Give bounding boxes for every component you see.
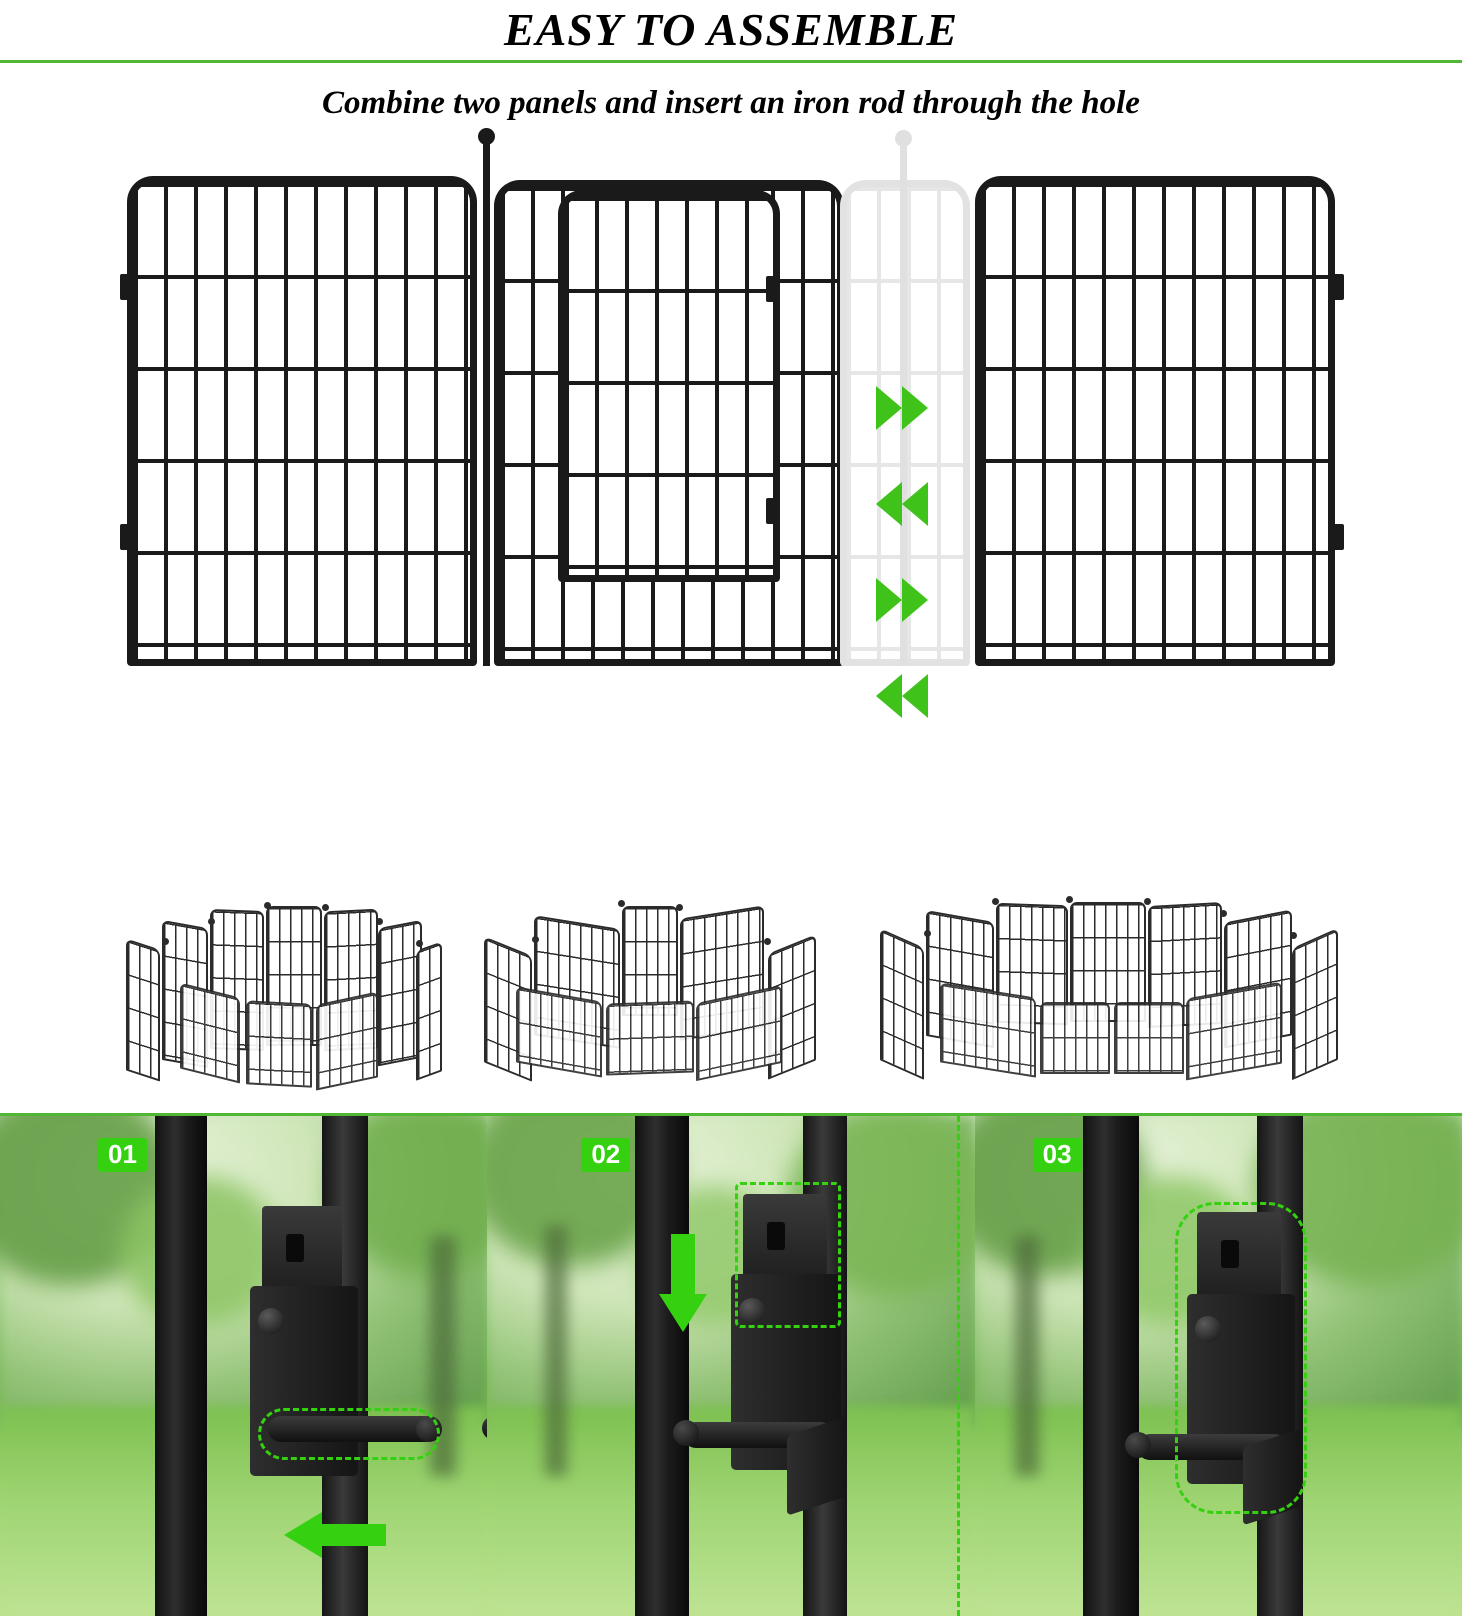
hinge-right-top [1330,274,1344,300]
iron-rod-ghost-head [895,130,912,147]
arrow-left-icon [284,1512,322,1558]
chevron-left-icon [876,674,946,718]
photo-step-03 [975,1116,1462,1616]
latch-slot [286,1234,304,1262]
fence-panel-left [127,176,477,666]
fence-panel-right [975,176,1335,666]
gate-hinge-bottom [766,498,780,524]
latch-knob [258,1308,284,1334]
arrow-shaft [671,1234,695,1296]
arrow-shaft [320,1524,386,1546]
hinge-left-bottom [120,524,134,550]
step-badge-01: 01 [98,1138,147,1172]
config-wide-rectangle [880,898,1340,1098]
photo-divider [957,1116,960,1616]
arrow-down-icon [659,1294,707,1332]
direction-chevrons [876,386,946,770]
page-title: EASY TO ASSEMBLE [503,4,958,55]
fence-post-left [635,1116,689,1616]
chevron-right-icon [876,578,946,622]
iron-rod-left [483,138,490,666]
config-rectangle [480,898,820,1098]
header-divider [0,60,1462,63]
configuration-thumbnails [0,898,1462,1113]
page-subtitle: Combine two panels and insert an iron rod through the hole [322,85,1140,121]
hinge-left-top [120,274,134,300]
latch-step-photos [0,1116,1462,1616]
latch-handle-cap [1125,1432,1151,1458]
gate-door[interactable] [558,190,780,582]
hinge-right-bottom [1330,524,1344,550]
locked-highlight [1175,1202,1307,1514]
fence-post-left [155,1116,207,1616]
panel-assembly-diagram [0,128,1462,898]
photo-step-01 [0,1116,487,1616]
gate-hinge-top [766,276,780,302]
chevron-left-icon [876,482,946,526]
handle-highlight [258,1408,440,1460]
config-octagon [120,898,440,1098]
plate-highlight [735,1182,841,1328]
iron-rod-left-head [478,128,495,145]
photo-step-02 [487,1116,974,1616]
step-badge-02: 02 [581,1138,630,1172]
chevron-right-icon [876,386,946,430]
step-badge-03: 03 [1033,1138,1082,1172]
fence-post-left [1083,1116,1139,1616]
